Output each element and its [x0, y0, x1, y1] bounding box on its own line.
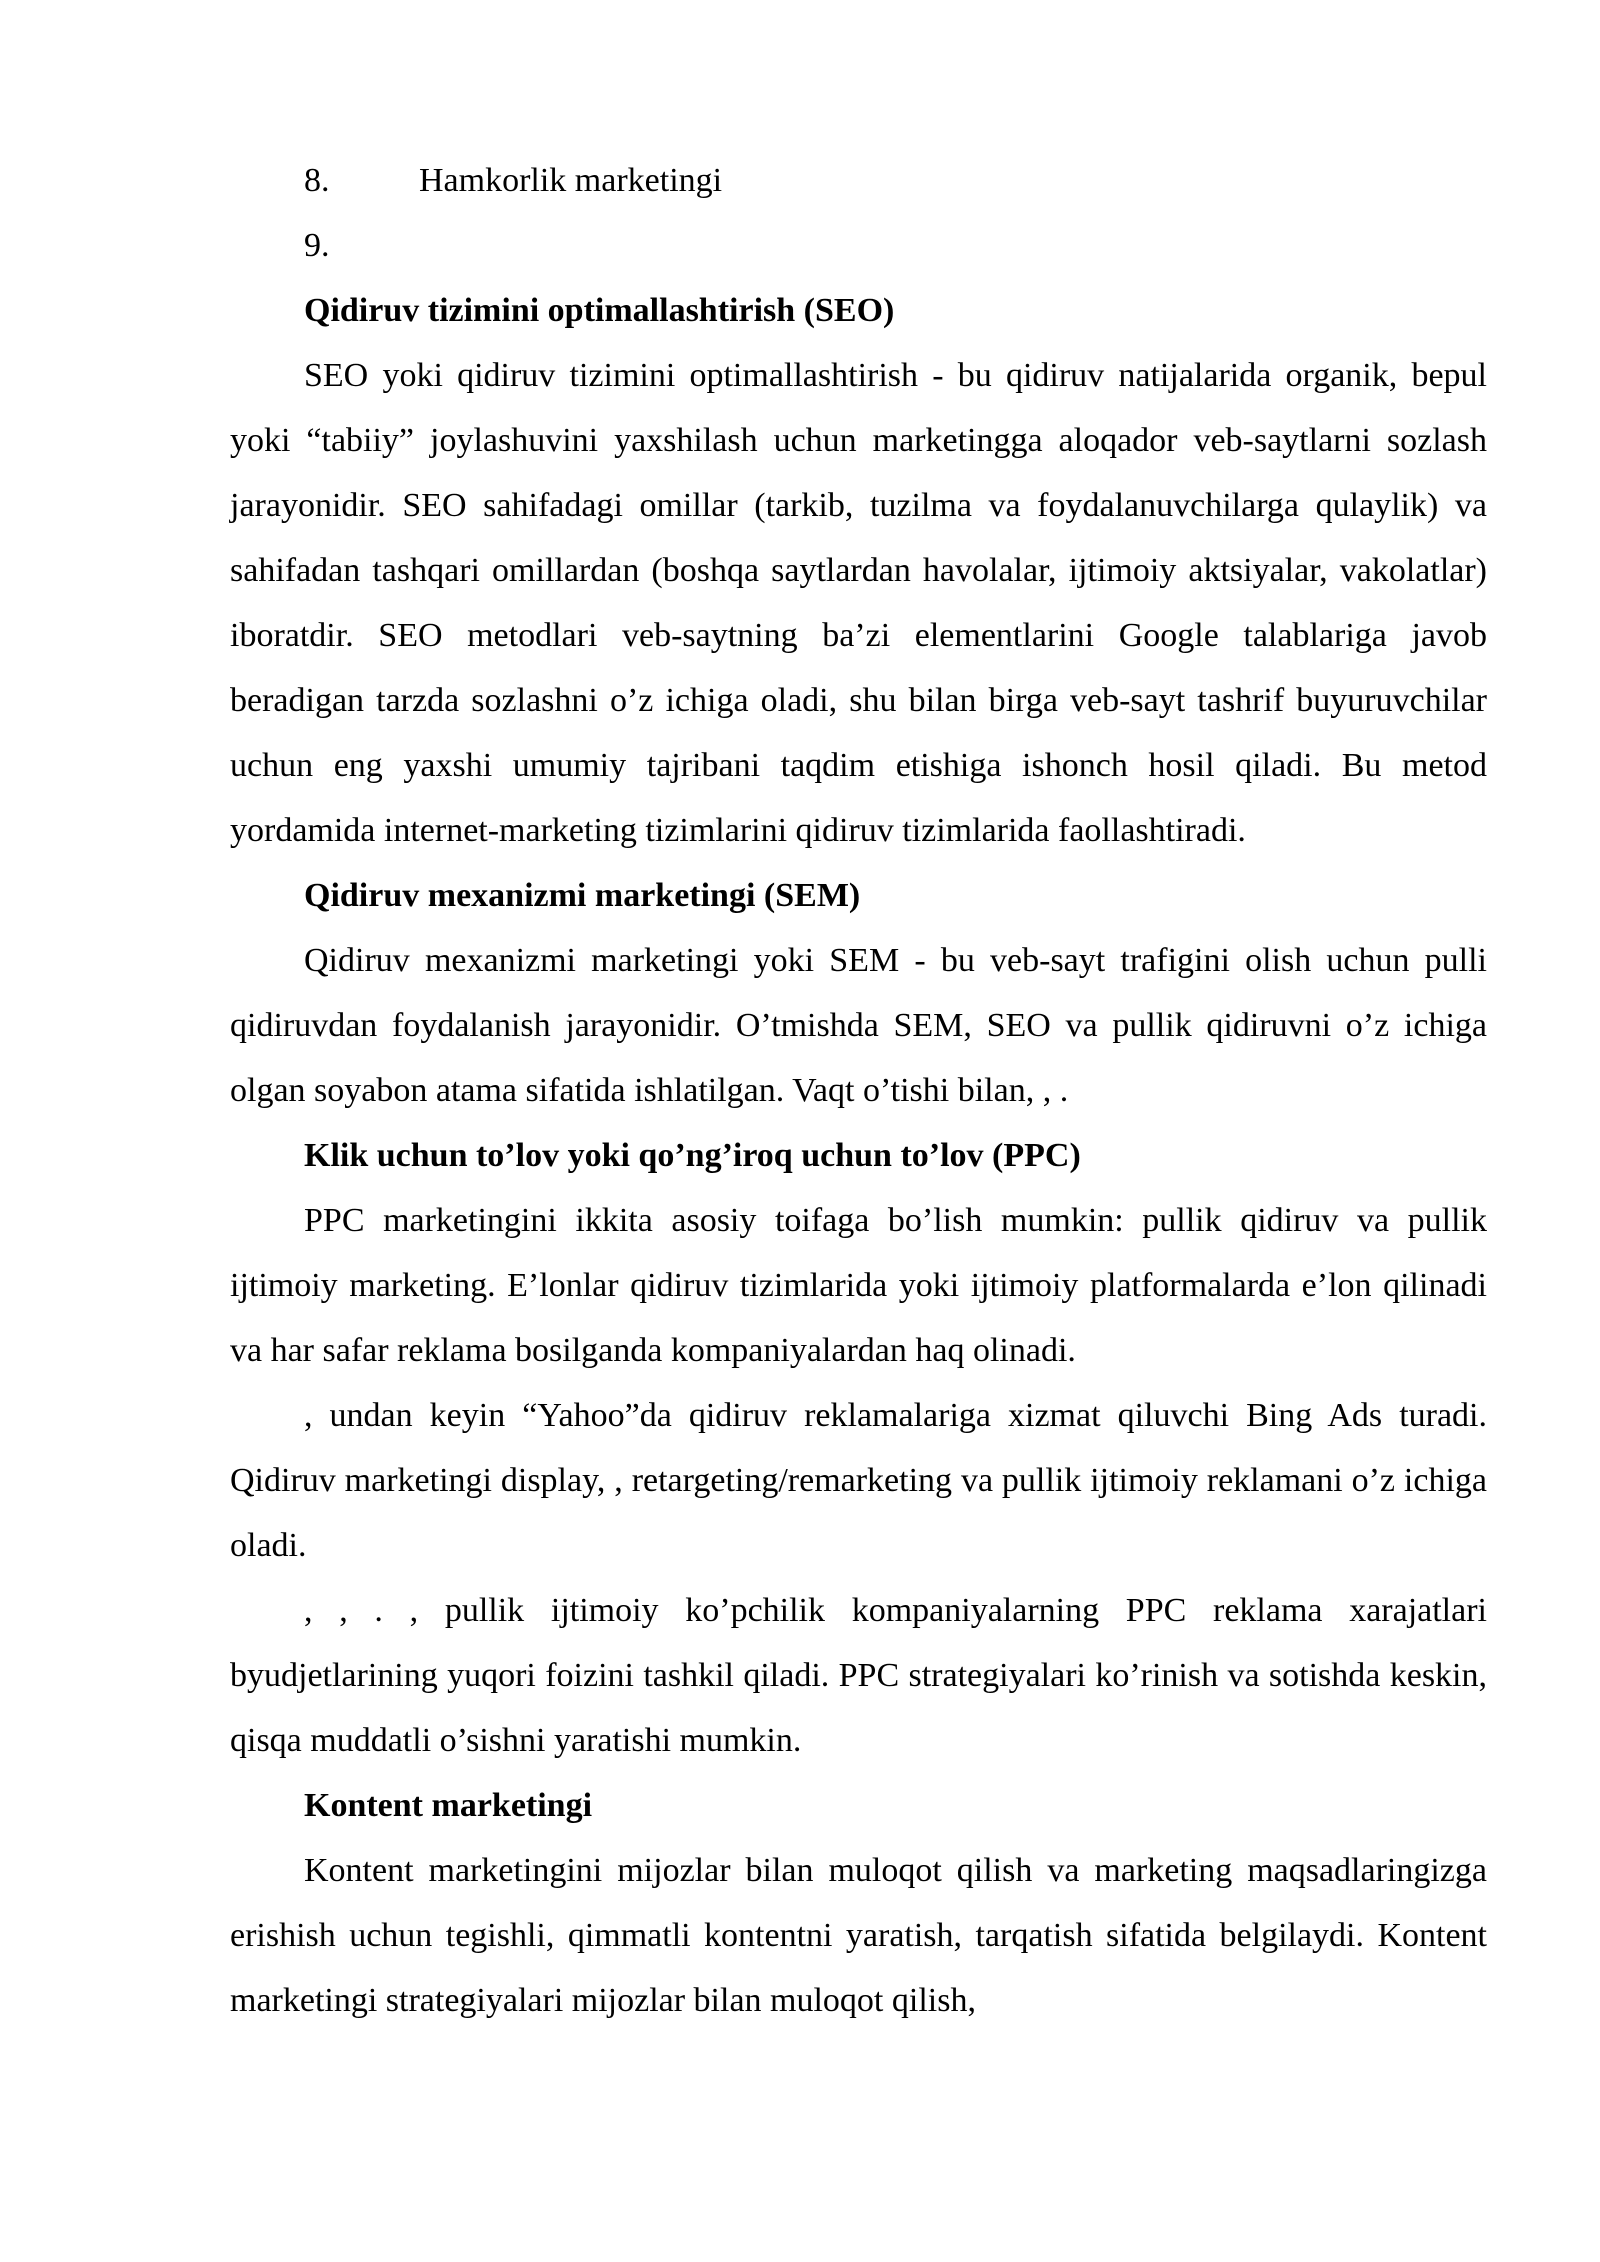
paragraph-ppc-1: PPC marketingini ikkita asosiy toifaga bo’lish mumkin: pullik qidiruv va pullik ijtimoiy marketing. E’lonlar qidiruv tizimlarida yoki ijtimoiy platformalarda e’lon qilinadi va har safar reklama bosilganda kompaniyalardan haq olinadi. — [230, 1202, 1487, 1369]
paragraph-seo: SEO yoki qidiruv tizimini optimallashtirish - bu qidiruv natijalarida organik, bepul yoki “tabiiy” joylashuvini yaxshilash uchun marketingga aloqador veb-saytlarni sozlash jarayonidir. SEO sahifadagi omillar (tarkib, tuzilma va foydalanuvchilarga qulaylik) va sahifadan tashqari omillardan (boshqa saytlardan havolalar, ijtimoiy aktsiyalar, vakolatlar) iboratdir. SEO metodlari veb-saytning ba’zi elementlarini Google talablariga javob beradigan tarzda sozlashni o’z ichiga oladi, shu bilan birga veb-sayt tashrif buyuruvchilar uchun eng yaxshi umumiy tajribani taqdim etishiga ishonch hosil qiladi. Bu metod yordamida internet-marketing tizimlarini qidiruv tizimlarida faollashtiradi. — [230, 357, 1487, 849]
paragraph-ppc-3: , , . , pullik ijtimoiy ko’pchilik kompaniyalarning PPC reklama xarajatlari byudjetlarining yuqori foizini tashkil qiladi. PPC strategiyalari ko’rinish va sotishda keskin, qisqa muddatli o’sishni yaratishi mumkin. — [230, 1592, 1487, 1759]
list-number: 9. — [304, 227, 330, 264]
paragraph-ppc-2: , undan keyin “Yahoo”da qidiruv reklamalariga xizmat qiluvchi Bing Ads turadi. Qidiruv marketingi display, , retargeting/remarketing va pullik ijtimoiy reklamani o’z ichiga oladi. — [230, 1397, 1487, 1564]
paragraph-sem: Qidiruv mexanizmi marketingi yoki SEM - bu veb-sayt trafigini olish uchun pulli qidiruvdan foydalanish jarayonidir. O’tmishda SEM, SEO va pullik qidiruvni o’z ichiga olgan soyabon atama sifatida ishlatilgan. Vaqt o’tishi bilan, , . — [230, 942, 1487, 1109]
section-heading-ppc: Klik uchun to’lov yoki qo’ng’iroq uchun to’lov (PPC) — [304, 1137, 1081, 1174]
document-page — [230, 148, 1487, 2033]
section-heading-sem: Qidiruv mexanizmi marketingi (SEM) — [304, 877, 861, 914]
list-item-8 — [230, 148, 1487, 213]
list-item-text: Hamkorlik marketingi — [419, 162, 723, 199]
list-number: 8. — [304, 162, 330, 199]
section-heading-seo: Qidiruv tizimini optimallashtirish (SEO) — [304, 292, 895, 329]
list-item-9 — [230, 213, 1487, 278]
paragraph-content: Kontent marketingini mijozlar bilan muloqot qilish va marketing maqsadlaringizga erishish uchun tegishli, qimmatli kontentni yaratish, tarqatish sifatida belgilaydi. Kontent marketingi strategiyalari mijozlar bilan muloqot qilish, — [230, 1852, 1487, 2019]
section-heading-content: Kontent marketingi — [304, 1787, 593, 1824]
